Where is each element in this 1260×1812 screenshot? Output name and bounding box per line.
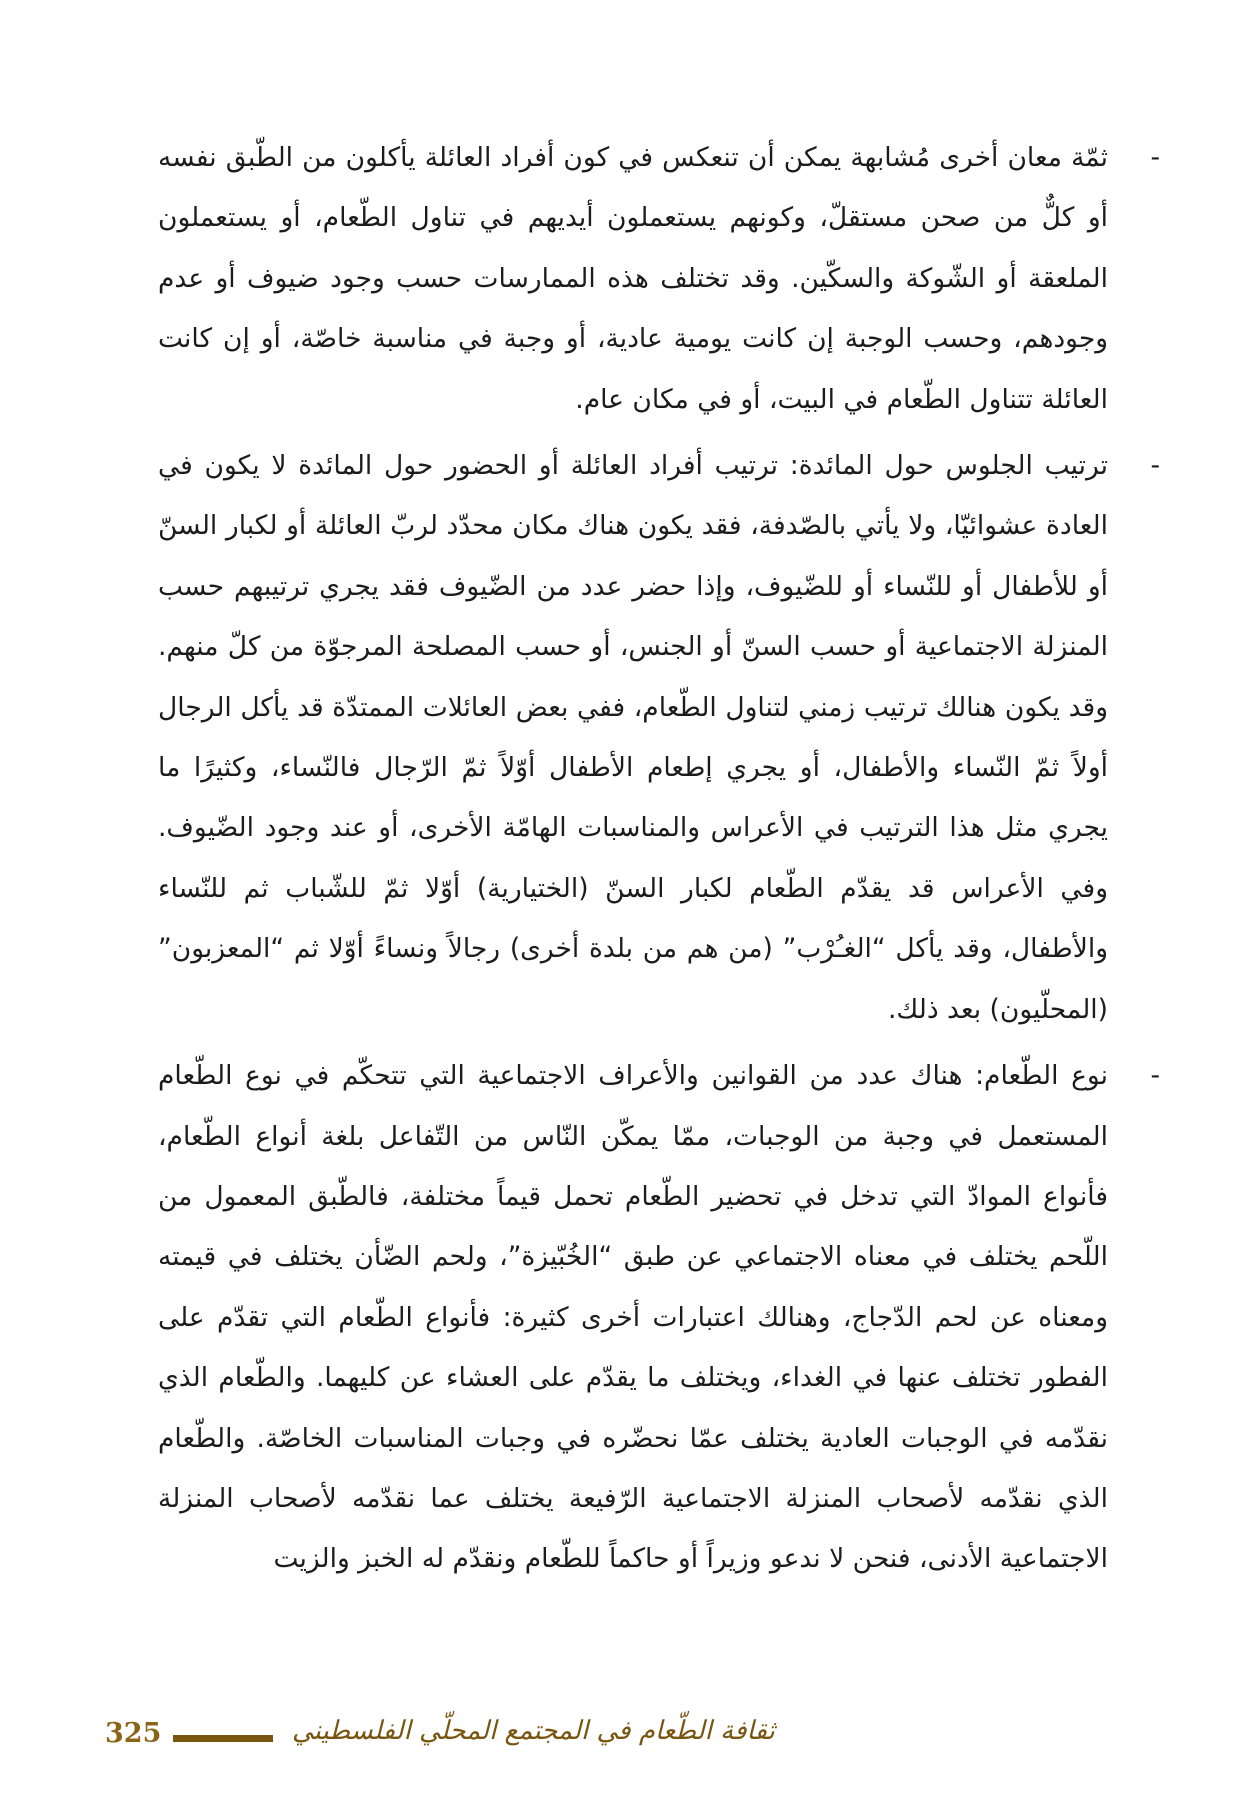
page-footer — [0, 1710, 1260, 1770]
list-item-seating-meaning — [158, 128, 1160, 430]
page-body — [158, 128, 1160, 1596]
paragraph-text: نوع الطّعام: هناك عدد من القوانين والأعراف الاجتماعية التي تتحكّم في نوع الطّعام المستعمل في وجبة من الوجبات، ممّا يمكّن النّاس من التّفاعل بلغة أنواع الطّعام، فأنواع الموادّ التي تدخل في تحضير الطّعام تحمل قيماً مختلفة، فالطّبق المعمول من اللّحم يختلف في معناه الاجتماعي عن طبق “الخُبّيزة”، ولحم الضّأن يختلف في قيمته ومعناه عن لحم الدّجاج، وهنالك اعتبارات أخرى كثيرة: فأنواع الطّعام التي تقدّم على الفطور تختلف عنها في الغداء، ويختلف ما يقدّم على العشاء عن كليهما. والطّعام الذي نقدّمه في الوجبات العادية يختلف عمّا نحضّره في وجبات المناسبات الخاصّة. والطّعام الذي نقدّمه لأصحاب المنزلة الاجتماعية الرّفيعة يختلف عما نقدّمه لأصحاب المنزلة الاجتماعية الأدنى، فنحن لا ندعو وزيراً أو حاكماً للطّعام ونقدّم له الخبز والزيت — [158, 1060, 1108, 1575]
list-item-food-type — [158, 1046, 1160, 1590]
paragraph-text: ثمّة معان أخرى مُشابهة يمكن أن تنعكس في كون أفراد العائلة يأكلون من الطّبق نفسه أو كلٌّ من صحن مستقلّ، وكونهم يستعملون أيديهم في تناول الطّعام، أو يستعملون الملعقة أو الشّوكة والسكّين. وقد تختلف هذه الممارسات حسب وجود ضيوف أو عدم وجودهم، وحسب الوجبة إن كانت يومية عادية، أو وجبة في مناسبة خاصّة، أو إن كانت العائلة تتناول الطّعام في البيت، أو في مكان عام. — [158, 142, 1108, 415]
list-dash: - — [1150, 142, 1160, 173]
page-number: 325 — [105, 1718, 162, 1749]
paragraph-text: ترتيب الجلوس حول المائدة: ترتيب أفراد العائلة أو الحضور حول المائدة لا يكون في العادة عشوائيّا، ولا يأتي بالصّدفة، فقد يكون هناك مكان محدّد لربّ العائلة أو لكبار السنّ أو للأطفال أو للنّساء أو للضّيوف، وإذا حضر عدد من الضّيوف فقد يجري ترتيبهم حسب المنزلة الاجتماعية أو حسب السنّ أو الجنس، أو حسب المصلحة المرجوّة من كلّ منهم. وقد يكون هنالك ترتيب زمني لتناول الطّعام، ففي بعض العائلات الممتدّة قد يأكل الرجال أولاً ثمّ النّساء والأطفال، أو يجري إطعام الأطفال أوّلاً ثمّ الرّجال فالنّساء، وكثيرًا ما يجري مثل هذا الترتيب في الأعراس والمناسبات الهامّة الأخرى، أو عند وجود الضّيوف. وفي الأعراس قد يقدّم الطّعام لكبار السنّ (الختيارية) أوّلا ثمّ للشّباب ثم للنّساء والأطفال، وقد يأكل “الغـُرْب” (من هم من بلدة أخرى) رجالاً ونساءً أوّلا ثم “المعزبون” (المحلّيون) بعد ذلك. — [158, 450, 1108, 1025]
list-item-seating-order — [158, 436, 1160, 1040]
running-title: ثقافة الطّعام في المجتمع المحلّي الفلسطيني — [292, 1716, 775, 1746]
footer-divider — [173, 1735, 273, 1742]
list-dash: - — [1150, 450, 1160, 482]
list-dash: - — [1150, 1060, 1160, 1092]
